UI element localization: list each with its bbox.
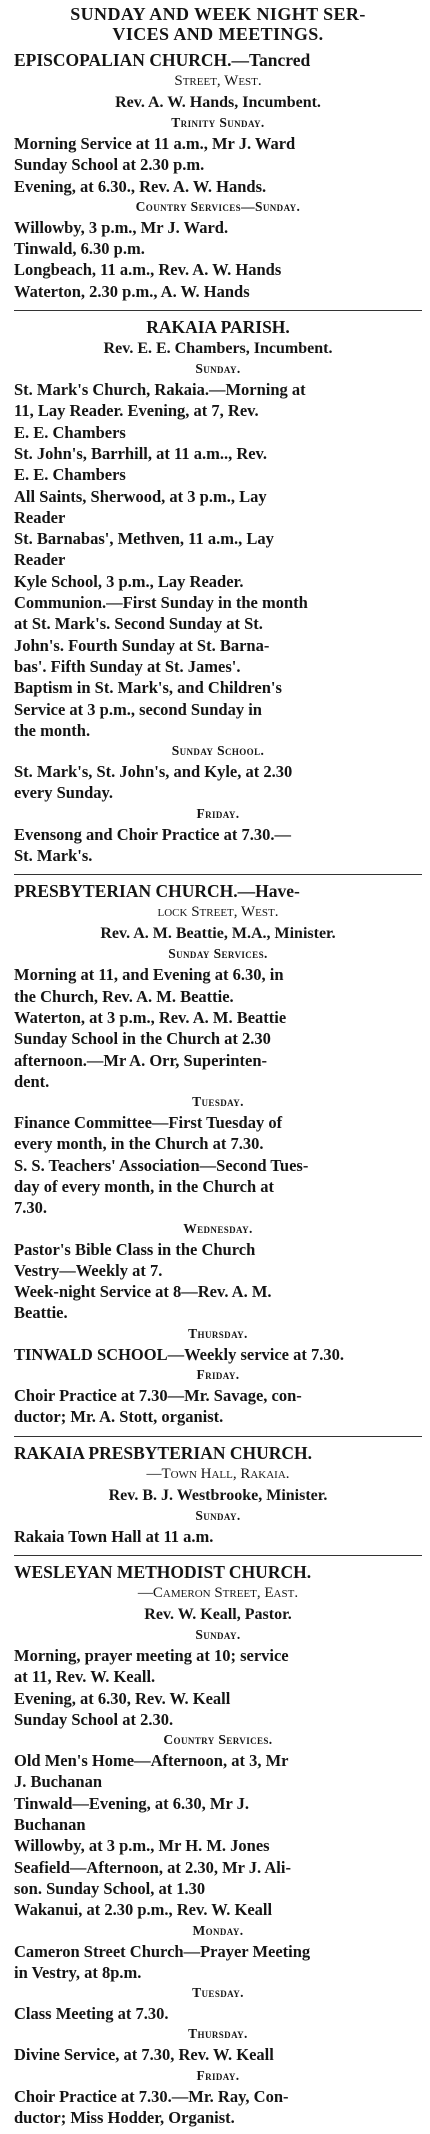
service-line: at St. Mark's. Second Sunday at St.	[14, 614, 263, 634]
day-heading: Sunday.	[195, 1507, 241, 1523]
service-line: every month, in the Church at 7.30.	[14, 1134, 264, 1154]
service-line: Longbeach, 11 a.m., Rev. A. W. Hands	[14, 260, 282, 280]
church-listings	[14, 50, 422, 2128]
minister-line: Rev. E. E. Chambers, Incumbent.	[103, 340, 333, 358]
section-divider	[14, 310, 422, 311]
service-line: 7.30.	[14, 1198, 47, 1218]
church-section	[14, 1562, 422, 2128]
day-heading: Friday.	[196, 805, 240, 821]
day-heading: Sunday Services.	[168, 946, 268, 962]
service-line: bas'. Fifth Sunday at St. James'.	[14, 656, 241, 676]
minister-line: Rev. A. M. Beattie, M.A., Minister.	[100, 925, 336, 943]
section-address: —Town Hall, Rakaia.	[146, 1465, 290, 1482]
section-title: WESLEYAN METHODIST CHURCH.	[14, 1561, 312, 1582]
service-line: Beattie.	[14, 1303, 68, 1323]
service-line: 11, Lay Reader. Evening, at 7, Rev.	[14, 401, 259, 421]
minister-line: Rev. W. Keall, Pastor.	[144, 1605, 292, 1623]
banner-line-2: VICES AND MEETINGS.	[112, 24, 324, 44]
section-divider	[14, 1436, 422, 1437]
service-line: S. S. Teachers' Association—Second Tues-	[14, 1155, 309, 1175]
day-heading: Sunday.	[195, 361, 241, 377]
service-line: dent.	[14, 1071, 50, 1091]
church-section	[14, 317, 422, 866]
section-divider	[14, 874, 422, 875]
service-line: Willowby, at 3 p.m., Mr H. M. Jones	[14, 1836, 270, 1856]
service-line: Service at 3 p.m., second Sunday in	[14, 699, 262, 719]
service-line: at 11, Rev. W. Keall.	[14, 1667, 156, 1687]
service-line: Choir Practice at 7.30—Mr. Savage, con-	[14, 1386, 302, 1406]
day-heading: Sunday.	[195, 1626, 241, 1642]
section-divider	[14, 1555, 422, 1556]
service-line: Evening, at 6.30, Rev. W. Keall	[14, 1688, 231, 1708]
section-address: Street, West.	[174, 73, 262, 89]
service-line: Communion.—First Sunday in the month	[14, 593, 308, 613]
service-line: All Saints, Sherwood, at 3 p.m., Lay	[14, 486, 267, 506]
section-title: EPISCOPALIAN CHURCH.—Tancred	[14, 50, 311, 70]
service-line: Wakanui, at 2.30 p.m., Rev. W. Keall	[14, 1900, 273, 1920]
service-line: the Church, Rev. A. M. Beattie.	[14, 986, 234, 1006]
service-line: Sunday School in the Church at 2.30	[14, 1029, 271, 1049]
section-address: —Cameron Street, East.	[137, 1584, 299, 1601]
service-line: Evening, at 6.30., Rev. A. W. Hands.	[14, 176, 267, 196]
service-line: Pastor's Bible Class in the Church	[14, 1239, 256, 1259]
service-line: Tinwald—Evening, at 6.30, Mr J.	[14, 1793, 250, 1813]
service-line: Old Men's Home—Afternoon, at 3, Mr	[14, 1751, 289, 1771]
church-section	[14, 50, 422, 302]
section-address: lock Street, West.	[157, 904, 279, 921]
day-heading: Sunday School.	[171, 743, 265, 759]
service-line: son. Sunday School, at 1.30	[14, 1878, 206, 1898]
service-line: the month.	[14, 720, 91, 740]
minister-line: Rev. A. W. Hands, Incumbent.	[115, 94, 321, 111]
service-line: Reader	[14, 507, 66, 527]
service-line: Finance Committee—First Tuesday of	[14, 1113, 283, 1133]
service-line: E. E. Chambers	[14, 465, 126, 485]
service-line: Rakaia Town Hall at 11 a.m.	[14, 1526, 214, 1546]
service-line: St. Mark's.	[14, 846, 93, 866]
service-line: Waterton, 2.30 p.m., A. W. Hands	[14, 281, 250, 301]
day-heading: Friday.	[196, 1367, 240, 1383]
service-line: Waterton, at 3 p.m., Rev. A. M. Beattie	[14, 1007, 287, 1027]
service-line: Morning at 11, and Evening at 6.30, in	[14, 965, 284, 985]
service-line: Sunday School at 2.30.	[14, 1709, 174, 1729]
service-line: ductor; Miss Hodder, Organist.	[14, 2108, 235, 2127]
section-title: PRESBYTERIAN CHURCH.—Have-	[14, 881, 300, 902]
service-line: Choir Practice at 7.30.—Mr. Ray, Con-	[14, 2086, 289, 2106]
service-line: St. Mark's, St. John's, and Kyle, at 2.30	[14, 762, 293, 782]
service-line: Morning, prayer meeting at 10; service	[14, 1645, 289, 1665]
service-line: Reader	[14, 550, 66, 570]
service-line: Week-night Service at 8—Rev. A. M.	[14, 1282, 272, 1302]
day-heading: Tuesday.	[192, 1094, 244, 1110]
service-line: Buchanan	[14, 1815, 86, 1835]
day-heading: Monday.	[192, 1922, 244, 1938]
church-section	[14, 881, 422, 1427]
service-line: Evensong and Choir Practice at 7.30.—	[14, 824, 291, 844]
service-line: Tinwald, 6.30 p.m.	[14, 239, 145, 259]
section-title: RAKAIA PARISH.	[146, 317, 290, 338]
service-line: Willowby, 3 p.m., Mr J. Ward.	[14, 217, 229, 237]
day-heading: Wednesday.	[183, 1220, 253, 1236]
day-heading: Thursday.	[188, 1325, 248, 1341]
service-line: St. Mark's Church, Rakaia.—Morning at	[14, 380, 306, 400]
service-line: TINWALD SCHOOL—Weekly service at 7.30.	[14, 1344, 344, 1364]
day-heading: Country Services.	[163, 1732, 273, 1748]
minister-line: Rev. B. J. Westbrooke, Minister.	[108, 1486, 328, 1504]
service-line: day of every month, in the Church at	[14, 1176, 275, 1196]
service-line: every Sunday.	[14, 783, 114, 803]
day-heading: Tuesday.	[192, 1985, 244, 2001]
service-line: Cameron Street Church—Prayer Meeting	[14, 1941, 311, 1961]
service-line: afternoon.—Mr A. Orr, Superinten-	[14, 1050, 267, 1070]
section-title: RAKAIA PRESBYTERIAN CHURCH.	[14, 1442, 313, 1463]
banner-line-1: SUNDAY AND WEEK NIGHT SER-	[70, 4, 366, 24]
service-line: Kyle School, 3 p.m., Lay Reader.	[14, 571, 244, 591]
service-line: J. Buchanan	[14, 1772, 103, 1792]
day-heading: Trinity Sunday.	[171, 115, 265, 130]
day-heading: Friday.	[196, 2067, 240, 2083]
service-line: E. E. Chambers	[14, 422, 126, 442]
service-line: John's. Fourth Sunday at St. Barna-	[14, 635, 270, 655]
church-section	[14, 1443, 422, 1547]
service-line: Baptism in St. Mark's, and Children's	[14, 678, 282, 698]
service-line: Divine Service, at 7.30, Rev. W. Keall	[14, 2045, 274, 2065]
service-line: Vestry—Weekly at 7.	[14, 1260, 163, 1280]
service-line: St. Barnabas', Methven, 11 a.m., Lay	[14, 529, 274, 549]
day-heading: Country Services—Sunday.	[135, 198, 301, 214]
service-line: St. John's, Barrhill, at 11 a.m.., Rev.	[14, 443, 268, 463]
service-line: Class Meeting at 7.30.	[14, 2004, 169, 2024]
service-line: in Vestry, at 8p.m.	[14, 1962, 142, 1982]
service-line: Seafield—Afternoon, at 2.30, Mr J. Ali-	[14, 1857, 291, 1877]
service-line: Morning Service at 11 a.m., Mr J. Ward	[14, 134, 296, 153]
column-banner	[14, 4, 422, 44]
service-line: Sunday School at 2.30 p.m.	[14, 155, 205, 175]
service-line: ductor; Mr. A. Stott, organist.	[14, 1407, 224, 1427]
day-heading: Thursday.	[188, 2026, 248, 2042]
